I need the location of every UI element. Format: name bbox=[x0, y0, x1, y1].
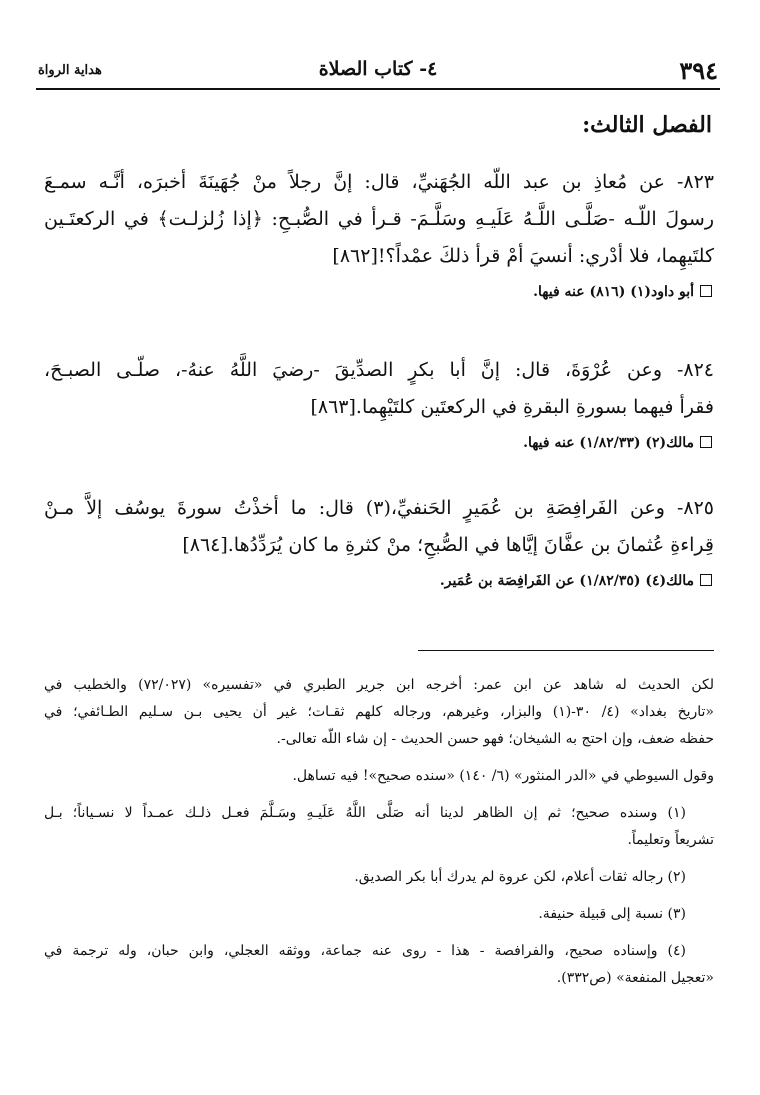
book-title: هداية الرواة bbox=[38, 63, 102, 78]
source-text: مالك(٢) (١/٨٢/٣٣) عنه فيها. bbox=[523, 435, 694, 451]
footnote-4 bbox=[44, 938, 714, 992]
footnote-line: لكن الحديث له شاهد عن ابن عمر: أخرجه ابن جرير الطبري في «تفسيره» (٧٢/٠٢٧) والخطيب في bbox=[44, 677, 714, 693]
chapter-title: ٤- كتاب الصلاة bbox=[318, 58, 438, 80]
source-text: مالك(٤) (١/٨٢/٣٥) عن الفَرافِصَة بن عُمَير. bbox=[439, 573, 694, 589]
hadith-source bbox=[44, 281, 714, 303]
footnote-line: (٣) نسبة إلى قبيلة حنيفة. bbox=[538, 906, 686, 922]
footnote-1 bbox=[44, 800, 714, 854]
hadith-line: ٨٢٣- عن مُعاذِ بن عبد اللّه الجُهَنيِّ، قال: إنَّ رجلاً منْ جُهَينَةَ أخبرَه، أنَّـه سمـعَ bbox=[44, 171, 714, 193]
hadith-line: كلتَيهِما، فلا أدْري: أنسيَ أمْ قرأ ذلكَ عمْداً؟![٨٦٢] bbox=[332, 245, 714, 267]
footnote-separator bbox=[418, 650, 714, 651]
square-bullet-icon bbox=[700, 574, 712, 586]
hadith-825 bbox=[44, 490, 714, 592]
hadith-line: رسولَ اللّـه -صَلَّـى اللَّـهُ عَلَيـهِ وسَلَّـمَ- قـرأ في الصُّبـحِ: ﴿إذا زُلزلـت﴾ في الركعتَـين bbox=[44, 208, 714, 230]
square-bullet-icon bbox=[700, 436, 712, 448]
footnote-line: حفظه ضعف، وإن احتج به الشيخان؛ فهو حسن الحديث - إن شاء اللّه تعالى-. bbox=[276, 731, 714, 747]
footnote-line: «تعجيل المنفعة» (ص٣٣٢). bbox=[556, 970, 714, 986]
hadith-824 bbox=[44, 352, 714, 454]
hadith-line: ٨٢٤- وعن عُرْوَةَ، قال: إنَّ أبا بكرٍ الصدِّيقَ -رضيَ اللَّهُ عنهُ-، صلّـى الصبـحَ، bbox=[44, 359, 714, 381]
hadith-source bbox=[44, 432, 714, 454]
hadith-823 bbox=[44, 164, 714, 303]
footnotes bbox=[44, 672, 714, 1002]
hadith-source bbox=[44, 570, 714, 592]
hadith-line: قِراءةِ عُثمانَ بن عفَّانَ إيَّاها في الصُّبحِ؛ منْ كثرةِ ما كان يُرَدِّدُها.[٨٦٤] bbox=[182, 534, 714, 556]
footnote-line: وقول السيوطي في «الدر المنثور» (٦/ ١٤٠) «سنده صحيح»! فيه تساهل. bbox=[292, 768, 714, 784]
section-title: الفصل الثالث: bbox=[582, 112, 712, 138]
footnote-line: (١) وسنده صحيح؛ ثم إن الظاهر لدينا أنه صَلَّى اللَّهُ عَلَيـهِ وسَـلَّمَ فعـل ذلـك عمـداً لا نسـياناً؛ بـل bbox=[44, 805, 686, 821]
footnote-2 bbox=[44, 864, 714, 891]
footnote-remark bbox=[44, 763, 714, 790]
square-bullet-icon bbox=[700, 285, 712, 297]
footnote-line: (٤) وإسناده صحيح، والفرافصة - هذا - روى عنه جماعة، ووثقه العجلي، وابن حبان، وله ترجمة في bbox=[44, 943, 686, 959]
page-number: ٣٩٤ bbox=[679, 56, 718, 85]
footnote-line: تشريعاً وتعليماً. bbox=[627, 832, 714, 848]
footnote-continuation bbox=[44, 672, 714, 753]
hadith-line: ٨٢٥- وعن الفَرافِصَةِ بن عُمَيرٍ الحَنفيِّ،(٣) قال: ما أخذْتُ سورةَ يوسُف إلاَّ مـنْ bbox=[44, 497, 714, 519]
footnote-line: (٢) رجاله ثقات أعلام، لكن عروة لم يدرك أبا بكر الصديق. bbox=[354, 869, 686, 885]
source-text: أبو داود(١) (٨١٦) عنه فيها. bbox=[533, 284, 694, 300]
hadith-line: فقرأ فيهما بسورةِ البقرةِ في الركعتَين كلتَيْهِما.[٨٦٣] bbox=[310, 396, 714, 418]
footnote-3 bbox=[44, 901, 714, 928]
footnote-line: «تاريخ بغداد» (٤/ ٣٠-(١) والبزار، وغيرهم، ورجاله كلهم ثقـات؛ غير أن يحيى بـن سـليم الطـائفي؛ في bbox=[44, 704, 714, 720]
running-header bbox=[36, 54, 720, 90]
